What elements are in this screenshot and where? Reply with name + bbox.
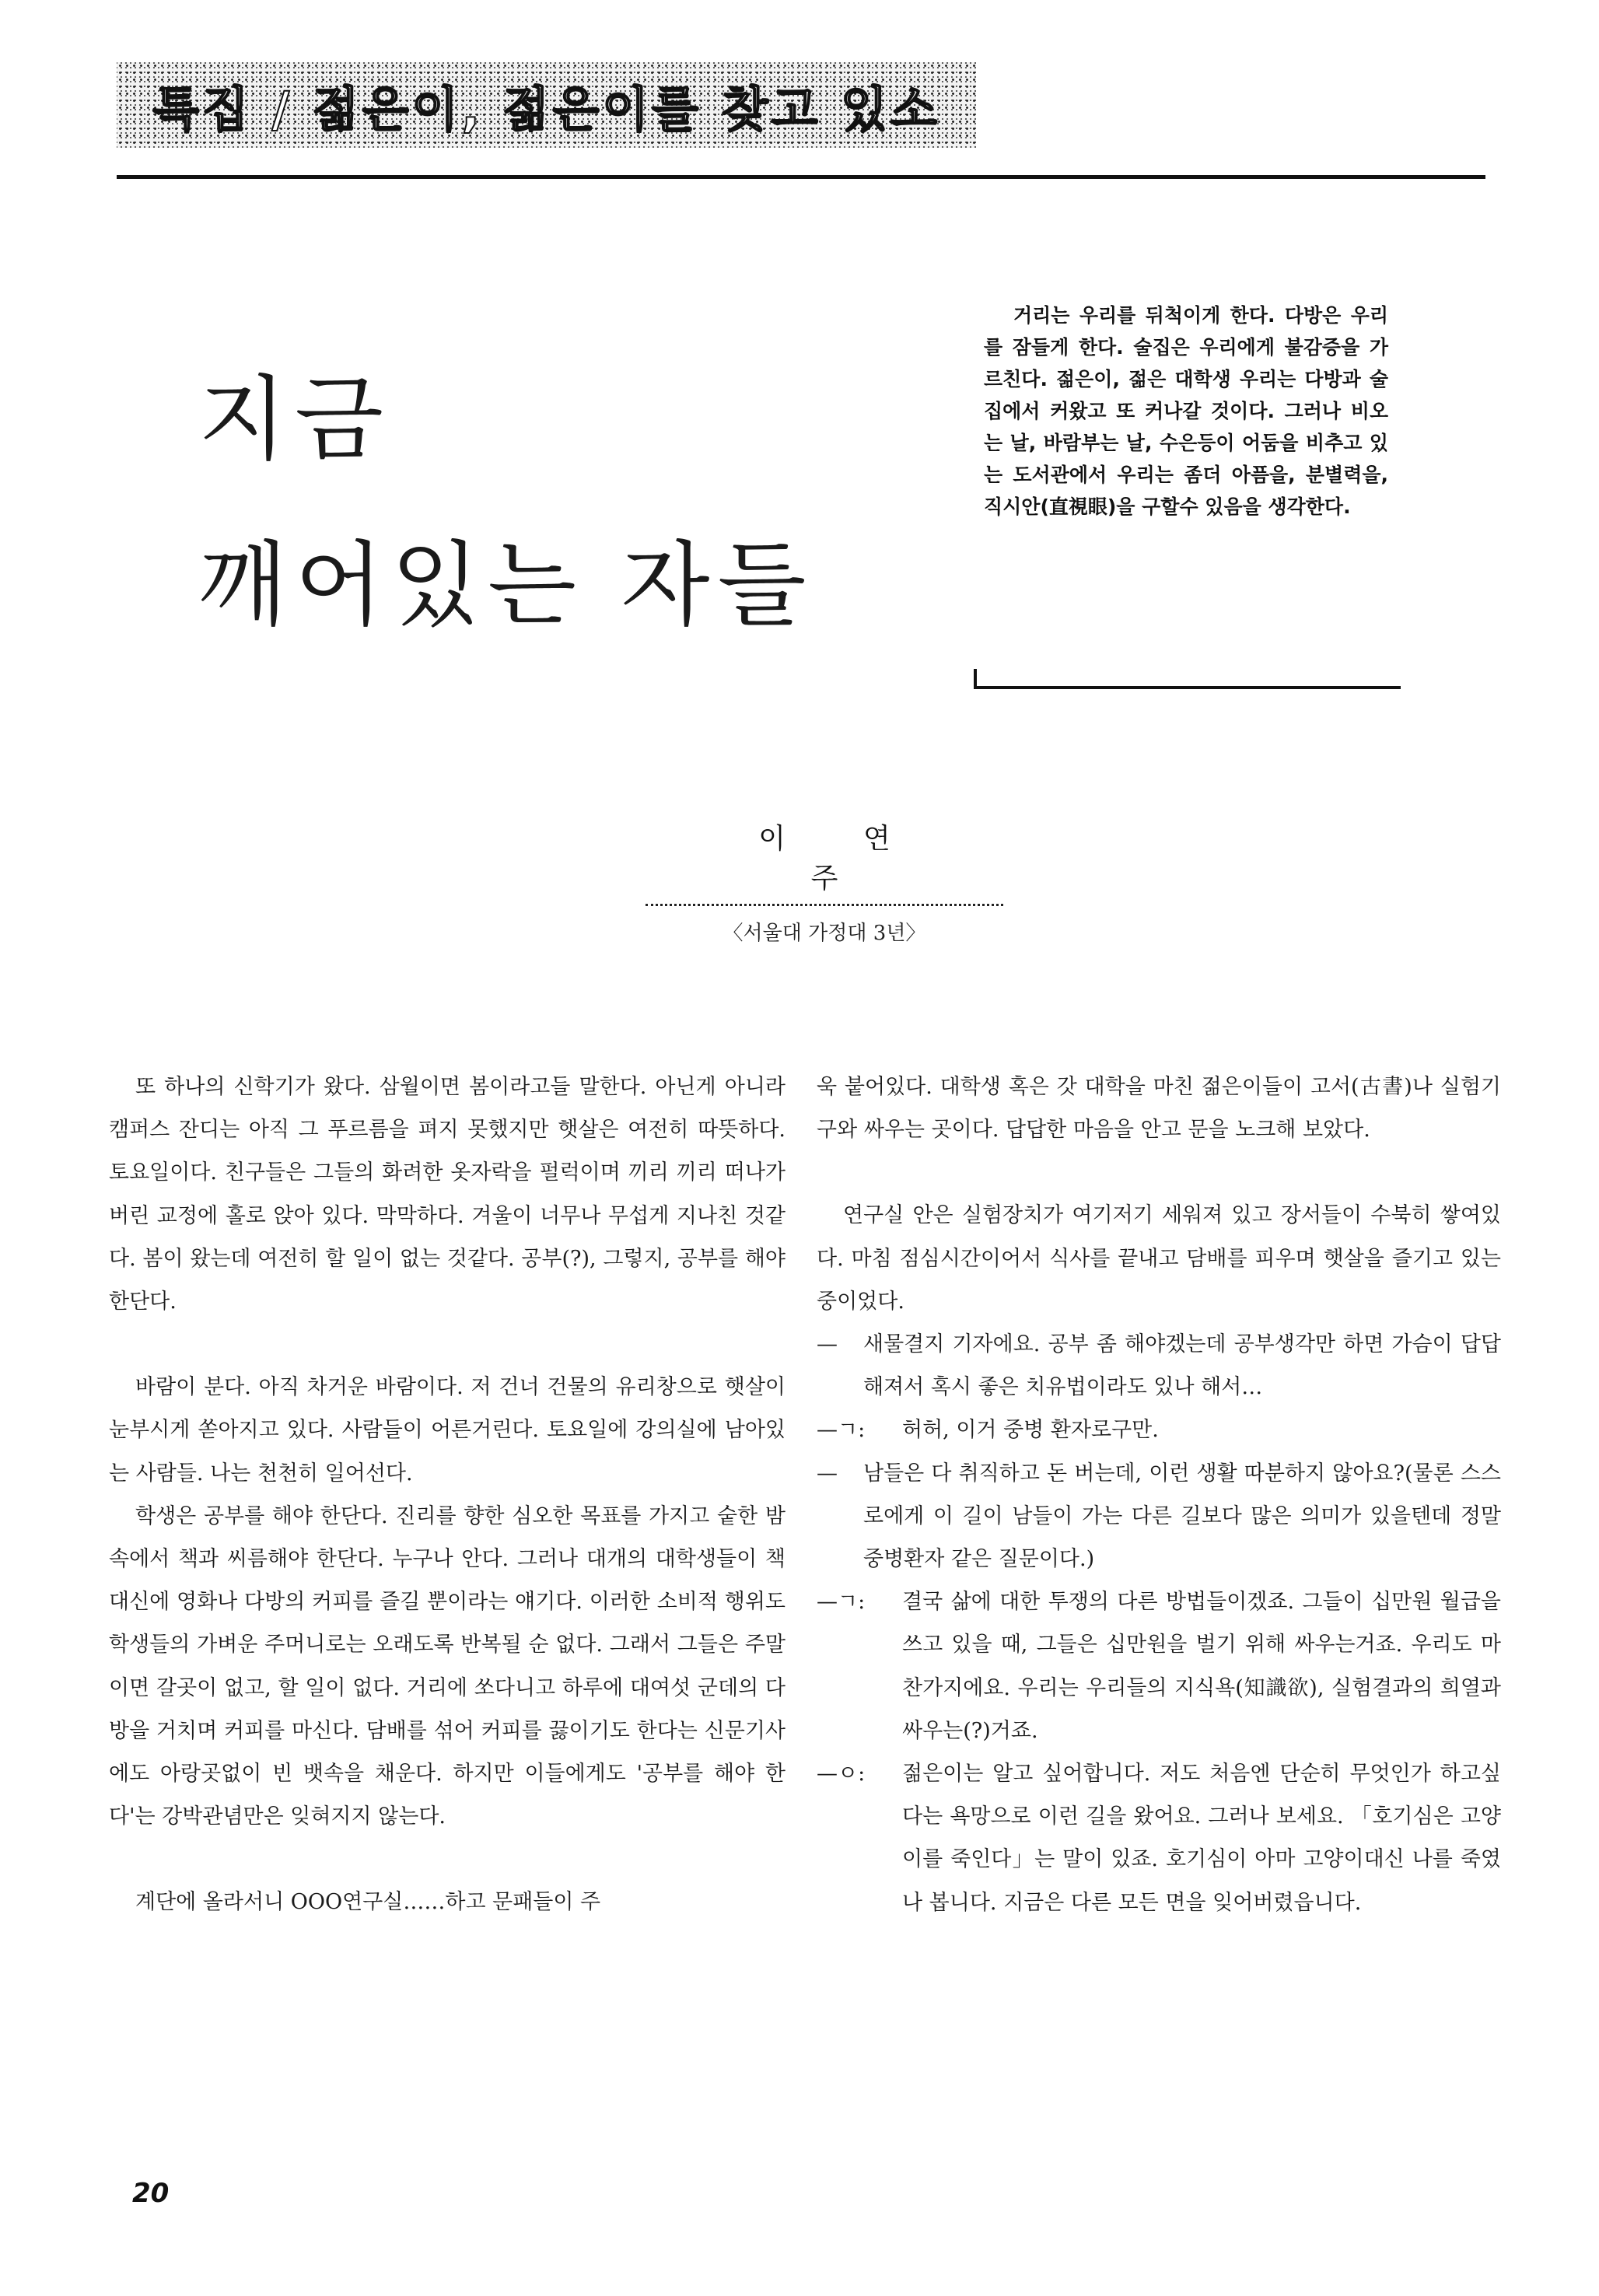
header-rule — [117, 175, 1485, 179]
dialogue-text: 남들은 다 취직하고 돈 버는데, 이런 생활 따분하지 않아요?(물론 스스로에게 이 길이 남들이 가는 다른 길보다 많은 의미가 있을텐데 정말 중병환자 같은 질문이다.) — [863, 1461, 1501, 1572]
dialogue-speaker: — — [817, 1332, 838, 1357]
dialogue-line — [817, 1323, 1501, 1409]
dialogue-text: 결국 삶에 대한 투쟁의 다른 방법들이겠죠. 그들이 십만원 월급을 쓰고 있을 때, 그들은 십만원을 벌기 위해 싸우는거죠. 우리도 마찬가지에요. 우리는 우리들의 지식욕(知識欲), 실험결과의 희열과 싸우는(?)거죠. — [902, 1590, 1501, 1743]
title-line-1: 지금 — [198, 366, 391, 473]
title-line-2: 깨어있는 자들 — [198, 531, 814, 639]
dialogue-speaker: —ㄱ: — [817, 1590, 866, 1615]
dialogue-speaker: —ㄱ: — [817, 1418, 866, 1443]
author-block — [646, 817, 1003, 946]
author-affiliation: 〈서울대 가정대 3년〉 — [723, 922, 926, 945]
author-name: 이연주 — [646, 817, 1003, 906]
paragraph: 욱 붙어있다. 대학생 혹은 갓 대학을 마친 젊은이들이 고서(古書)나 실험기구와 싸우는 곳이다. 답답한 마음을 안고 문을 노크해 보았다. — [817, 1075, 1501, 1143]
paragraph: 바람이 분다. 아직 차거운 바람이다. 저 건너 건물의 유리창으로 햇살이 눈부시게 쏟아지고 있다. 사람들이 어른거린다. 토요일에 강의실에 남아있는 사람들. 나는 천천히 일어선다. — [109, 1375, 786, 1486]
dialogue-line — [817, 1409, 1501, 1451]
paragraph: 계단에 올라서니 OOO연구실……하고 문패들이 주 — [135, 1890, 601, 1915]
dialogue-line — [817, 1580, 1501, 1752]
feature-banner — [117, 62, 976, 148]
article-title — [198, 366, 898, 639]
dialogue-text: 젊은이는 알고 싶어합니다. 저도 처음엔 단순히 무엇인가 하고싶다는 욕망으로 이런 길을 왔어요. 그러나 보세요. 「호기심은 고양이를 죽인다」는 말이 있죠. 호기심이 아마 고양이대신 나를 죽였나 봅니다. 지금은 다른 모든 면을 잊어버렸읍니다. — [902, 1762, 1501, 1915]
body-column-right — [817, 1066, 1501, 1924]
body-column-left — [109, 1066, 786, 1924]
dialogue-text: 새물결지 기자에요. 공부 좀 해야겠는데 공부생각만 하면 가슴이 답답해져서 혹시 좋은 치유법이라도 있나 해서… — [863, 1332, 1501, 1400]
dialogue-speaker: — — [817, 1461, 838, 1486]
dialogue-line — [817, 1452, 1501, 1581]
paragraph: 연구실 안은 실험장치가 여기저기 세워져 있고 장서들이 수북히 쌓여있다. 마침 점심시간이어서 식사를 끝내고 담배를 피우며 햇살을 즐기고 있는 중이었다. — [817, 1203, 1501, 1314]
lead-frame-corner — [974, 669, 1401, 689]
paragraph: 학생은 공부를 해야 한단다. 진리를 향한 심오한 목표를 가지고 숱한 밤 속에서 책과 씨름해야 한단다. 누구나 안다. 그러나 대개의 대학생들이 책 대신에 영화나 다방의 커피를 즐길 뿐이라는 얘기다. 이러한 소비적 행위도 학생들의 가벼운 주머니로는 오래도록 반복될 순 없다. 그래서 그들은 주말이면 갈곳이 없고, 할 일이 없다. 거리에 쏘다니고 하루에 대여섯 군데의 다방을 거치며 커피를 마신다. 담배를 섞어 커피를 끓이기도 한다는 신문기사에도 아랑곳없이 빈 뱃속을 채운다. 하지만 이들에게도 '공부를 해야 한다'는 강박관념만은 잊혀지지 않는다. — [109, 1503, 786, 1829]
paragraph: 또 하나의 신학기가 왔다. 삼월이면 봄이라고들 말한다. 아닌게 아니라 캠퍼스 잔디는 아직 그 푸르름을 펴지 못했지만 햇살은 여전히 따뜻하다. 토요일이다. 친구들은 그들의 화려한 옷자락을 펄럭이며 끼리 끼리 떠나가 버린 교정에 홀로 앉아 있다. 막막하다. 겨울이 너무나 무섭게 지나친 것같다. 봄이 왔는데 여전히 할 일이 없는 것같다. 공부(?), 그렇지, 공부를 해야 한단다. — [109, 1075, 786, 1314]
page-number: 20 — [132, 2178, 170, 2209]
lead-paragraph: 거리는 우리를 뒤척이게 한다. 다방은 우리를 잠들게 한다. 술집은 우리에게 불감증을 가르친다. 젊은이, 젊은 대학생 우리는 다방과 술집에서 커왔고 또 커나갈 것이다. 그러나 비오는 날, 바람부는 날, 수은등이 어둠을 비추고 있는 도서관에서 우리는 좀더 아픔을, 분별력을, 직시안(直視眼)을 구할수 있음을 생각한다. — [984, 304, 1388, 518]
banner-title: 특집 / 젊은이, 젊은이를 찾고 있소 — [152, 80, 940, 138]
dialogue-speaker: —ㅇ: — [817, 1762, 866, 1787]
dialogue-line — [817, 1752, 1501, 1924]
dialogue-text: 허허, 이거 중병 환자로구만. — [902, 1418, 1159, 1443]
